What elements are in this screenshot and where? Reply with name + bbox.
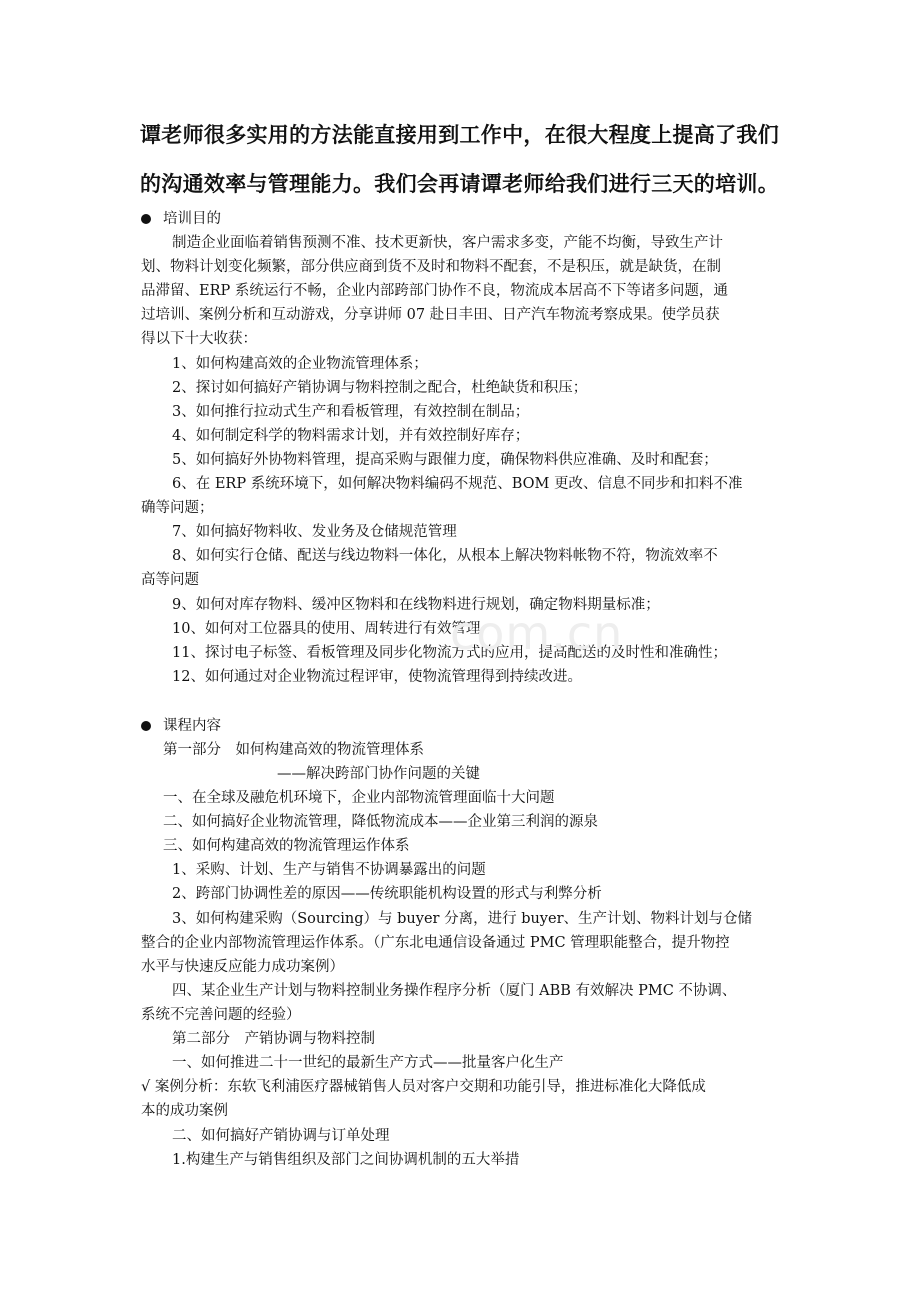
course-line-continuation: 整合的企业内部物流管理运作体系。（广东北电通信设备通过 PMC 管理职能整合，提升物控 bbox=[141, 935, 730, 951]
course-part-title: 第一部分 如何构建高效的物流管理体系 bbox=[163, 742, 424, 758]
course-line-continuation: 本的成功案例 bbox=[141, 1103, 228, 1119]
course-line-continuation: 系统不完善问题的经验） bbox=[141, 1007, 301, 1023]
course-heading: 课程内容 bbox=[163, 718, 221, 734]
course-part-subtitle: ——解决跨部门协作问题的关键 bbox=[277, 766, 480, 782]
course-line: 2、跨部门协调性差的原因——传统职能机构设置的形式与利弊分析 bbox=[172, 886, 602, 902]
course-line: 一、在全球及融危机环境下，企业内部物流管理面临十大问题 bbox=[163, 790, 555, 806]
objective-item: 5、如何搞好外协物料管理，提高采购与跟催力度，确保物料供应准确、及时和配套； bbox=[172, 452, 718, 468]
objective-item: 3、如何推行拉动式生产和看板管理，有效控制在制品； bbox=[172, 404, 530, 420]
course-case-line: √ 案例分析：东软飞利浦医疗器械销售人员对客户交期和功能引导，推进标准化大降低成 bbox=[141, 1079, 706, 1095]
objective-item: 6、在 ERP 系统环境下，如何解决物料编码不规范、BOM 更改、信息不同步和扣料不准 bbox=[172, 476, 743, 492]
course-line: 二、如何搞好产销协调与订单处理 bbox=[172, 1128, 390, 1144]
objectives-paragraph-line: 划、物料计划变化频繁，部分供应商到货不及时和物料不配套，不是积压，就是缺货，在制 bbox=[141, 259, 721, 275]
objectives-paragraph-line: 得以下十大收获： bbox=[141, 331, 257, 347]
bullet-icon bbox=[141, 214, 151, 224]
course-line: 三、如何构建高效的物流管理运作体系 bbox=[163, 838, 410, 854]
course-line: 1、采购、计划、生产与销售不协调暴露出的问题 bbox=[172, 862, 486, 878]
course-line: 一、如何推进二十一世纪的最新生产方式——批量客户化生产 bbox=[172, 1055, 564, 1071]
objective-item-continuation: 高等问题 bbox=[141, 572, 199, 588]
watermark: com.cn bbox=[450, 606, 624, 660]
intro-line-1: 谭老师很多实用的方法能直接用到工作中，在很大程度上提高了我们 bbox=[140, 123, 779, 147]
objectives-paragraph-line: 制造企业面临着销售预测不准、技术更新快，客户需求多变，产能不均衡，导致生产计 bbox=[172, 235, 723, 251]
course-line-continuation: 水平与快速反应能力成功案例） bbox=[141, 959, 344, 975]
objectives-heading: 培训目的 bbox=[163, 211, 221, 227]
course-part-title: 第二部分 产销协调与物料控制 bbox=[172, 1031, 375, 1047]
course-line: 二、如何搞好企业物流管理，降低物流成本——企业第三利润的源泉 bbox=[163, 814, 598, 830]
objective-item: 10、如何对工位器具的使用、周转进行有效管理 bbox=[172, 621, 481, 637]
objective-item: 8、如何实行仓储、配送与线边物料一体化，从根本上解决物料帐物不符，物流效率不 bbox=[172, 548, 718, 564]
objective-item: 1、如何构建高效的企业物流管理体系； bbox=[172, 356, 428, 372]
objectives-paragraph-line: 品滞留、ERP 系统运行不畅，企业内部跨部门协作不良，物流成本居高不下等诸多问题，通 bbox=[141, 283, 728, 299]
objective-item: 2、探讨如何搞好产销协调与物料控制之配合，杜绝缺货和积压； bbox=[172, 380, 588, 396]
objective-item: 9、如何对库存物料、缓冲区物料和在线物料进行规划，确定物料期量标准； bbox=[172, 597, 660, 613]
course-line: 1.构建生产与销售组织及部门之间协调机制的五大举措 bbox=[172, 1152, 520, 1168]
intro-line-2: 的沟通效率与管理能力。我们会再请谭老师给我们进行三天的培训。 bbox=[140, 172, 779, 196]
objective-item: 4、如何制定科学的物料需求计划，并有效控制好库存； bbox=[172, 428, 530, 444]
course-line: 四、某企业生产计划与物料控制业务操作程序分析（厦门 ABB 有效解决 PMC 不协调、 bbox=[172, 983, 737, 999]
objective-item-continuation: 确等问题； bbox=[141, 500, 214, 516]
objective-item: 11、探讨电子标签、看板管理及同步化物流方式的应用，提高配送的及时性和准确性； bbox=[172, 645, 727, 661]
objective-item: 12、如何通过对企业物流过程评审，使物流管理得到持续改进。 bbox=[172, 669, 582, 685]
objective-item: 7、如何搞好物料收、发业务及仓储规范管理 bbox=[172, 524, 457, 540]
objectives-paragraph-line: 过培训、案例分析和互动游戏，分享讲师 07 赴日丰田、日产汽车物流考察成果。使学员获 bbox=[141, 307, 720, 323]
course-line: 3、如何构建采购（Sourcing）与 buyer 分离，进行 buyer、生产计划、物料计划与仓储 bbox=[172, 911, 753, 927]
bullet-icon bbox=[141, 721, 151, 731]
